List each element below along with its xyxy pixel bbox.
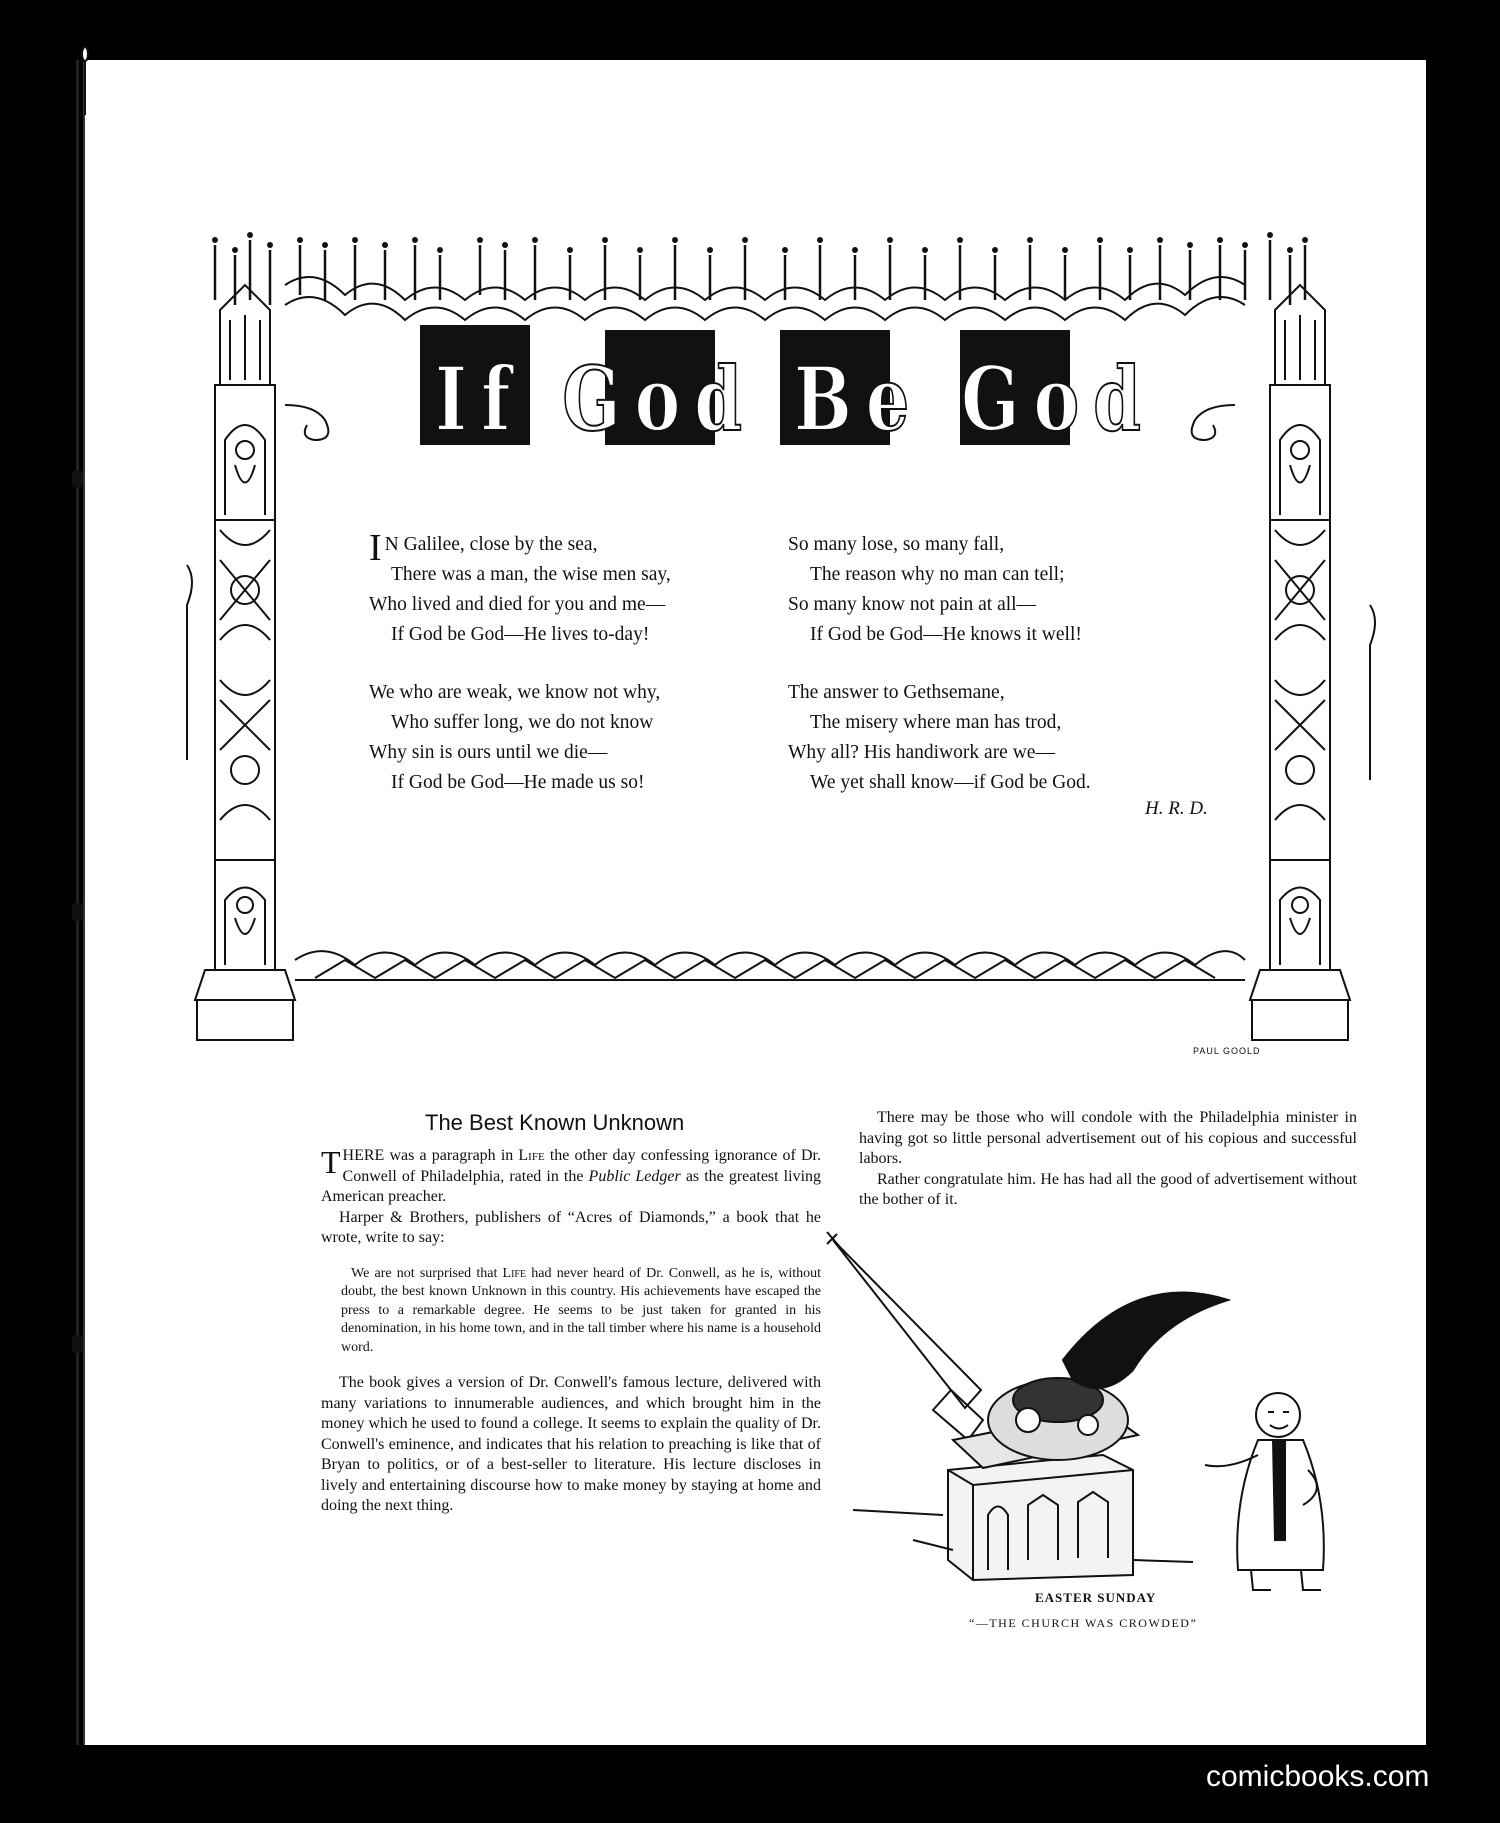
- poem-line: So many know not pain at all—: [788, 594, 1037, 615]
- binding-hole: [72, 903, 83, 921]
- article-paragraph: The book gives a version of Dr. Conwell's famous lecture, delivered with many variations to innumerable audiences, and which brought him in the money which he used to found a college. It seems to explain the quality of Dr. Conwell's eminence, and indicates that his relation to preaching is like that of Bryan to politics, or of a best-seller to literature. His lecture discloses in lively and entertaining discourse how to make money by staying at home and doing the next thing.: [321, 1374, 821, 1514]
- poem-stanza: [788, 678, 1091, 798]
- article-paragraph: Rather congratulate him. He has had all the good of advertisement without the bother of it.: [859, 1170, 1357, 1208]
- cartoon-caption-quote: “—THE CHURCH WAS CROWDED”: [969, 1616, 1198, 1630]
- poem-line: The answer to Gethsemane,: [788, 682, 1005, 703]
- poem-line: We yet shall know—if God be God.: [810, 772, 1091, 793]
- article-right-column: [859, 1108, 1357, 1211]
- poem-line: N Galilee, close by the sea,: [384, 534, 598, 555]
- scan-background: [0, 0, 72, 1823]
- poem-left-column: [369, 527, 671, 826]
- article-dropcap: T: [321, 1144, 341, 1180]
- poem-stanza: [369, 527, 671, 650]
- right-pillar: [1250, 285, 1375, 1040]
- article-title: The Best Known Unknown: [425, 1110, 685, 1135]
- magazine-page: [83, 60, 1426, 1745]
- poem-line: Why sin is ours until we die—: [369, 742, 608, 763]
- poem-stanza: [369, 678, 671, 798]
- poem-line: The misery where man has trod,: [810, 712, 1062, 733]
- poem-title-text: If God Be God: [435, 347, 1155, 451]
- article-left-column: [321, 1146, 821, 1517]
- binding-hole: [72, 470, 83, 488]
- cartoon-caption-title: EASTER SUNDAY: [1035, 1590, 1157, 1605]
- binding-hole: [72, 1335, 83, 1353]
- article-paragraph: There may be those who will condole with the Philadelphia minister in having got so little personal advertisement out of his copious and successful labors.: [859, 1109, 1357, 1167]
- poem-title: [400, 325, 1190, 490]
- poem-line: There was a man, the wise men say,: [391, 564, 671, 585]
- poem-line: So many lose, so many fall,: [788, 534, 1005, 555]
- artist-signature: PAUL GOOLD: [1193, 1046, 1261, 1056]
- poem-line: Why all? His handiwork are we—: [788, 742, 1055, 763]
- poem-stanza: [788, 530, 1091, 650]
- poem-line: Who lived and died for you and me—: [369, 594, 666, 615]
- easter-sunday-cartoon: [833, 1240, 1353, 1580]
- ornamental-frame: [85, 60, 1426, 1060]
- poem-dropcap: I: [369, 527, 382, 569]
- article-blockquote: We are not surprised that Life had never heard of Dr. Conwell, as he is, without doubt, the best known Unknown in this country. His achievements have escaped the press to a remarkable degree. He seems to be just taken for granted in his denomination, in his home town, and in the tall timber where his name is a household word.: [341, 1265, 821, 1355]
- site-watermark: comicbooks.com: [1206, 1760, 1430, 1793]
- poem-signature: H. R. D.: [1145, 798, 1208, 819]
- poem-line: If God be God—He made us so!: [391, 772, 645, 793]
- poem-line: If God be God—He knows it well!: [810, 624, 1082, 645]
- poem-line: If God be God—He lives to-day!: [391, 624, 650, 645]
- article-paragraph: THERE was a paragraph in Life the other day confessing ignorance of Dr. Conwell of Philadelphia, rated in the Public Ledger as the greatest living American preacher.: [321, 1144, 822, 1205]
- left-pillar: [187, 285, 295, 1040]
- poem-line: The reason why no man can tell;: [810, 564, 1065, 585]
- poem-right-column: [788, 530, 1091, 826]
- article-paragraph: Harper & Brothers, publishers of “Acres of Diamonds,” a book that he wrote, write to say:: [321, 1208, 821, 1246]
- poem-line: Who suffer long, we do not know: [391, 712, 654, 733]
- poem-line: We who are weak, we know not why,: [369, 682, 661, 703]
